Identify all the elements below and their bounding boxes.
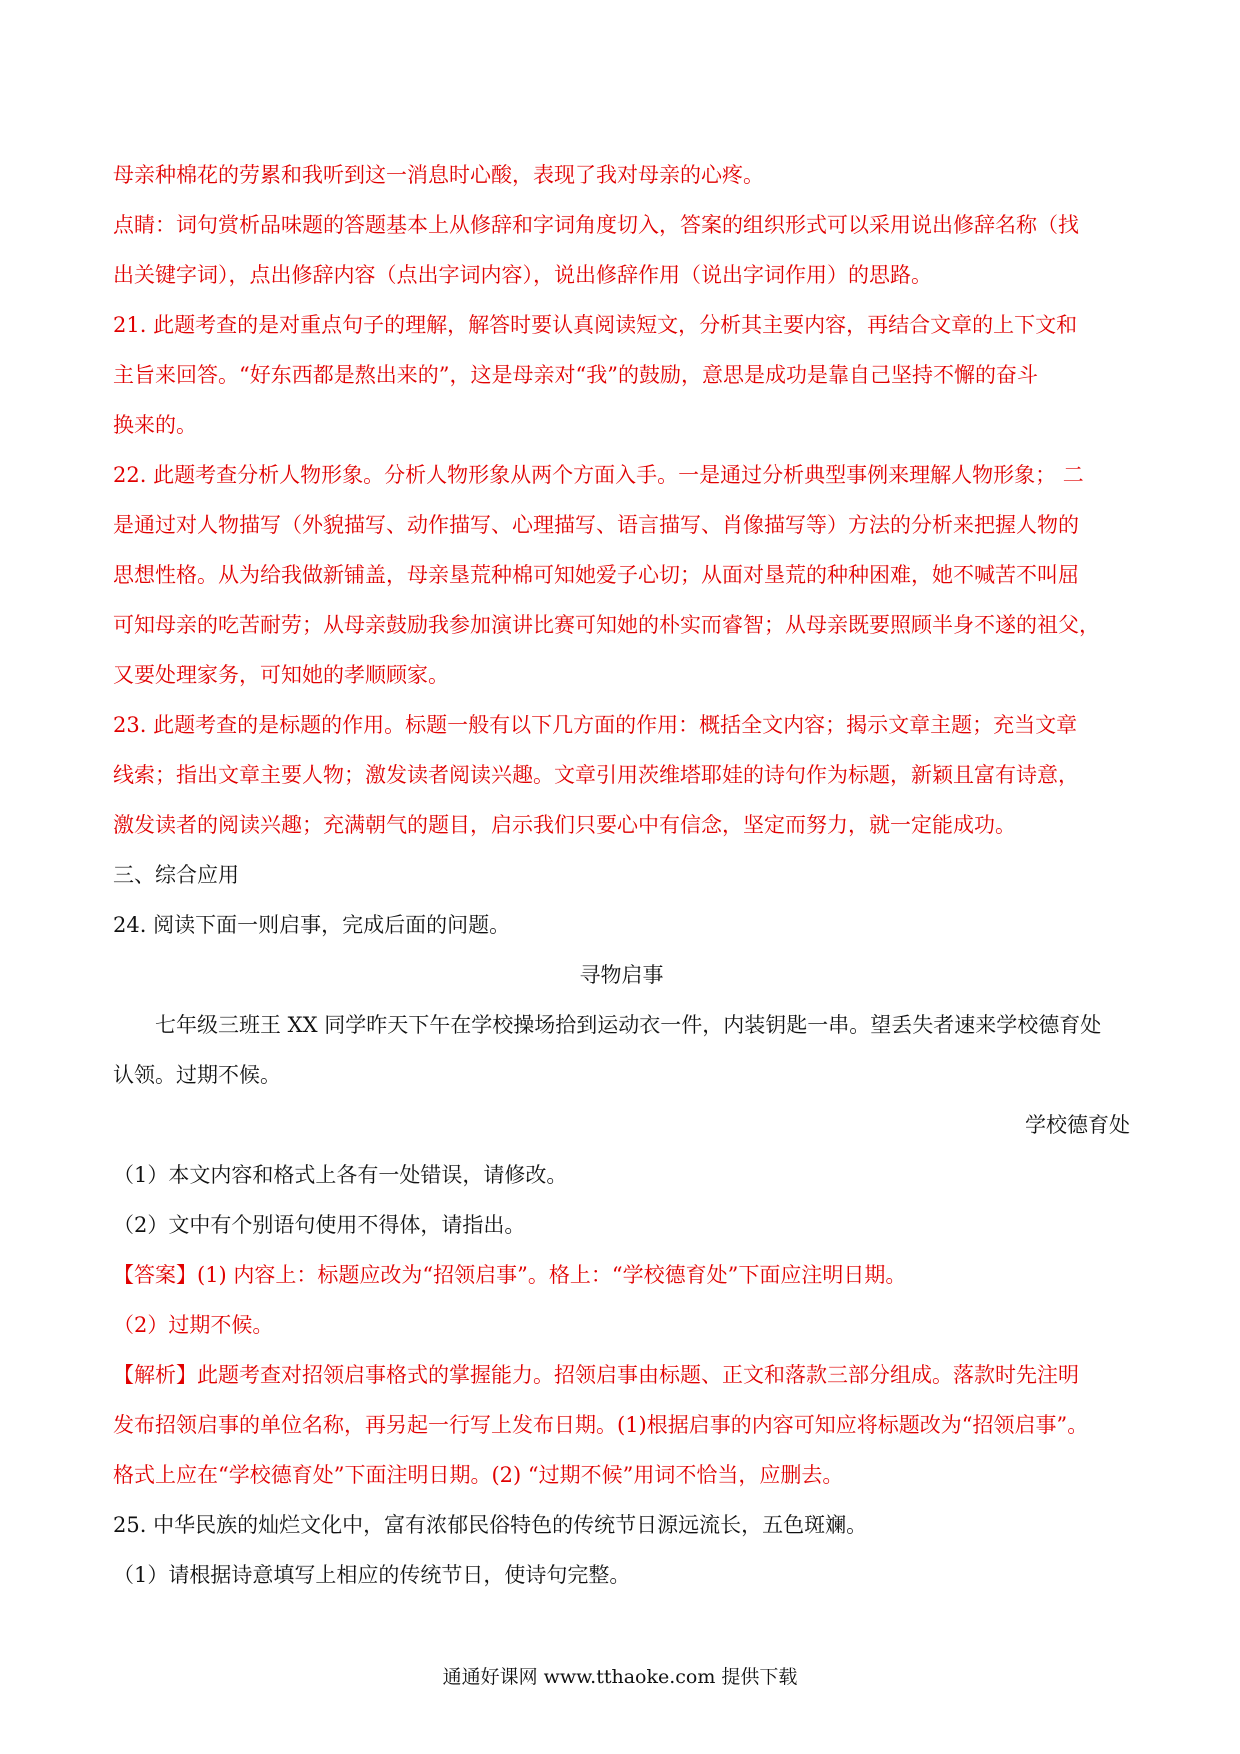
text-line: 又要处理家务，可知她的孝顺顾家。: [113, 663, 449, 687]
text-line: 【答案】(1) 内容上：标题应改为“招领启事”。格上：“学校德育处”下面应注明日期。: [113, 1263, 907, 1287]
text-line: （1）本文内容和格式上各有一处错误，请修改。: [113, 1163, 568, 1187]
text-line: 学校德育处: [1025, 1113, 1130, 1137]
text-line: 22. 此题考查分析人物形象。分析人物形象从两个方面入手。一是通过分析典型事例来理解人物形象； 二: [113, 463, 1084, 487]
text-line: 格式上应在“学校德育处”下面注明日期。(2) “过期不候”用词不恰当，应删去。: [113, 1463, 844, 1487]
text-line: 七年级三班王 XX 同学昨天下午在学校操场拾到运动衣一件，内装钥匙一串。望丢失者速来学校德育处: [155, 1013, 1102, 1037]
text-line: 主旨来回答。“好东西都是熬出来的”，这是母亲对“我”的鼓励，意思是成功是靠自己坚持不懈的奋斗: [113, 363, 1038, 387]
text-line: 激发读者的阅读兴趣；充满朝气的题目，启示我们只要心中有信念，坚定而努力，就一定能成功。: [113, 813, 1016, 837]
text-line: 换来的。: [113, 413, 197, 437]
text-line: 寻物启事: [579, 963, 664, 987]
text-line: 是通过对人物描写（外貌描写、动作描写、心理描写、语言描写、肖像描写等）方法的分析来把握人物的: [113, 513, 1079, 537]
text-line: 21. 此题考查的是对重点句子的理解，解答时要认真阅读短文，分析其主要内容，再结合文章的上下文和: [113, 313, 1078, 337]
text-line: 23. 此题考查的是标题的作用。标题一般有以下几方面的作用：概括全文内容；揭示文章主题；充当文章: [113, 713, 1078, 737]
document-body: [113, 150, 1130, 1600]
text-line: （1）请根据诗意填写上相应的传统节日，使诗句完整。: [113, 1563, 631, 1587]
text-line: 线索；指出文章主要人物；激发读者阅读兴趣。文章引用茨维塔耶娃的诗句作为标题，新颖且富有诗意，: [113, 763, 1079, 787]
text-line: 三、综合应用: [113, 863, 239, 887]
text-line: 【解析】此题考查对招领启事格式的掌握能力。招领启事由标题、正文和落款三部分组成。落款时先注明: [113, 1363, 1079, 1387]
text-line: 母亲种棉花的劳累和我听到这一消息时心酸，表现了我对母亲的心疼。: [113, 163, 764, 187]
text-line: 发布招领启事的单位名称，再另起一行写上发布日期。(1)根据启事的内容可知应将标题改为“招领启事”。: [113, 1413, 1089, 1437]
text-line: 思想性格。从为给我做新铺盖，母亲垦荒种棉可知她爱子心切；从面对垦荒的种种困难，她不喊苦不叫屈: [113, 563, 1079, 587]
text-line: （2）过期不候。: [113, 1313, 274, 1337]
text-line: 25. 中华民族的灿烂文化中，富有浓郁民俗特色的传统节日源远流长，五色斑斓。: [113, 1513, 868, 1537]
text-line: 24. 阅读下面一则启事，完成后面的问题。: [113, 913, 511, 937]
text-line: （2）文中有个别语句使用不得体，请指出。: [113, 1213, 526, 1237]
text-line: 认领。过期不候。: [113, 1063, 281, 1087]
text-line: 点睛：词句赏析品味题的答题基本上从修辞和字词角度切入，答案的组织形式可以采用说出修辞名称（找: [113, 213, 1079, 237]
text-line: 出关键字词），点出修辞内容（点出字词内容），说出修辞作用（说出字词作用）的思路。: [113, 263, 932, 287]
text-line: 可知母亲的吃苦耐劳；从母亲鼓励我参加演讲比赛可知她的朴实而睿智；从母亲既要照顾半身不遂的祖父，: [113, 613, 1100, 637]
page-footer: 通通好课网 www.tthaoke.com 提供下载: [442, 1666, 798, 1688]
